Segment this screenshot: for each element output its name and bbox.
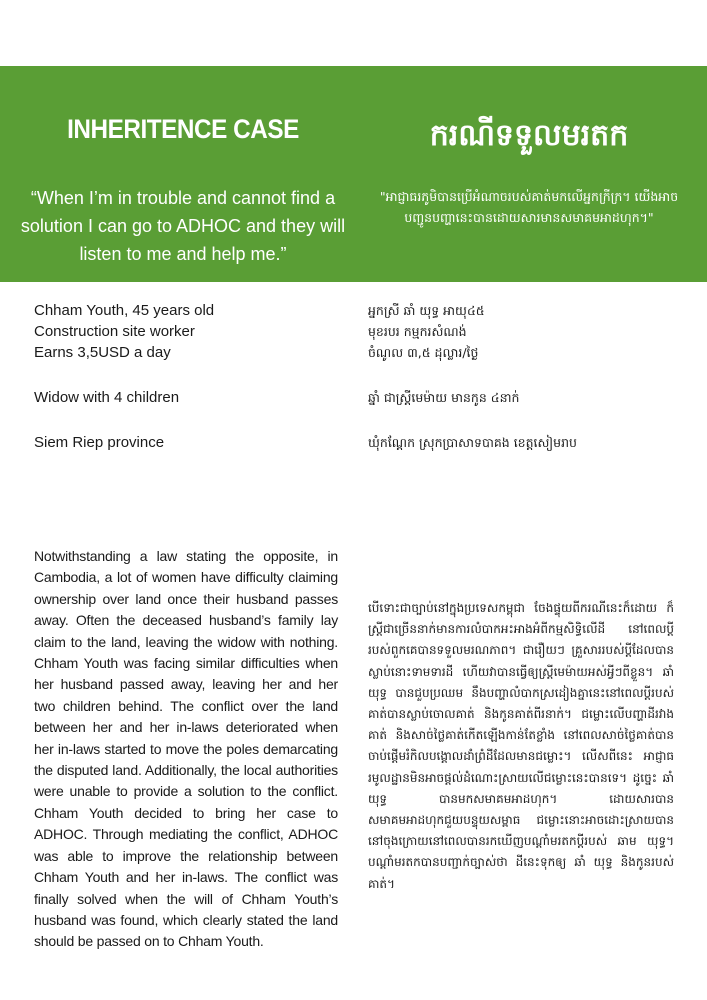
case-title-english: INHERITENCE CASE (67, 114, 299, 144)
profile-english (34, 300, 334, 453)
profile-family-khmer: ឆ្នាំ ជាស្ត្រីមេម៉ាយ មានកូន ៤នាក់ (368, 390, 520, 405)
profile-name-age-khmer: អ្នកស្រី ឆាំ យុទ្ធ អាយុ៤៥ (368, 303, 485, 318)
profile-family: Widow with 4 children (34, 389, 180, 406)
profile-khmer (368, 300, 678, 453)
header-banner (0, 66, 707, 282)
profile-name-age: Chham Youth, 45 years old (34, 302, 215, 319)
banner-english-column (18, 66, 348, 282)
quote-english: “When I’m in trouble and cannot find a solution I can go to ADHOC and they will listen to me and help me.” (20, 188, 346, 264)
profile-location: Siem Riep province (34, 434, 165, 451)
case-story-english: Notwithstanding a law stating the opposite, in Cambodia, a lot of women have difficulty claiming ownership over land once their husband passes away. Often the deceased husband’s family lay claim to the land, leaving the widow with nothing. Chham Youth was facing similar difficulties when her husband passed away, leaving her and her two children behind. The conflict over the land between her and her in-laws deteriorated when her in-laws started to move the poles demarcating the disputed land. Additionally, the local authorities were unable to provide a solution to the conflict. Chham Youth decided to bring her case to ADHOC. Through mediating the conflict, ADHOC was able to improve the relationship between Chham Youth and her in-laws. The conflict was finally solved when the will of Chham Youth’s husband was found, which clearly stated the land should be passed on to Chham Youth. (34, 548, 338, 950)
profile-occupation: Construction site worker (34, 323, 195, 340)
profile-occupation-khmer: មុខរបរ កម្មករសំណង់ (368, 324, 467, 339)
profile-location-khmer: ឃុំកណ្ដែក ស្រុកប្រាសាទបាគង ខេត្តសៀមរាប (368, 435, 577, 450)
banner-khmer-column (370, 66, 688, 282)
profile-income: Earns 3,5USD a day (34, 344, 171, 361)
case-story-khmer: បើទោះជាច្បាប់នៅក្នុងប្រទេសកម្ពុជា ចែងផ្ទុយពីករណីនេះក៏ដោយ ក៏ស្ត្រីជាច្រើននាក់មានការលំបាកអះអាងអំពីកម្មសិទ្ធិលើដី នៅពេលប្ដីរបស់ពួកគេបានទទួលមរណភាព។ ជារឿយៗ គ្រួសាររបស់ប្ដីដែលបានស្លាប់នោះទាមទារដី ហើយវាបានធ្វើឲ្យស្ត្រីមេម៉ាយអស់អ្វីៗពីខ្លួន។ ឆាំ យុទ្ធ បានជួបប្រឈម នឹងបញ្ហាលំបាកស្រដៀងគ្នានេះនៅពេលប្ដីរបស់គាត់បានស្លាប់ចោលគាត់ និងកូនគាត់ពីរនាក់។ ជម្លោះលើបញ្ហាដីរវាងគាត់ និងសាច់ថ្លៃគាត់កើតឡើងកាន់តែខ្លាំង នៅពេលសាច់ថ្លៃគាត់បានចាប់ផ្ដើមរំកិលបង្គោលដាំព្រំដីដែលមានជម្លោះ។ លើសពីនេះ អាជ្ញាធរមូលដ្ឋានមិនអាចផ្ដល់ដំណោះស្រាយលើជម្លោះនេះបានទេ។ ដូច្នេះ ឆាំ យុទ្ធ បានមកសមាគមអាដហុក។ ដោយសារបានសមាគមអាដហុកជួយបន្ទុយសម្ពាធ ជម្លោះនោះអាចដោះស្រាយបាននៅចុងក្រោយនៅពេលបានរកឃើញបណ្ដាំមរតកប្ដីរបស់ ឆាម យុទ្ធ។ បណ្ដាំមរតកបានបញ្ជាក់ច្បាស់ថា ដីនេះទុកឲ្យ ឆាំ យុទ្ធ និងកូនរបស់គាត់។ (368, 601, 674, 891)
case-title-khmer: ករណីទទួលមរតក (429, 118, 629, 153)
profile-income-khmer: ចំណូល ៣,៥ ដុល្លារ/ថ្ងៃ (368, 345, 479, 360)
quote-khmer: "អាជ្ញាធរភូមិបានប្រើអំណាចរបស់គាត់មកលើអ្នកក្រីក្រ។ យើងអាចបញ្ជូនបញ្ហានេះបានដោយសារមានសមាគមអាដហុក។" (379, 189, 679, 225)
